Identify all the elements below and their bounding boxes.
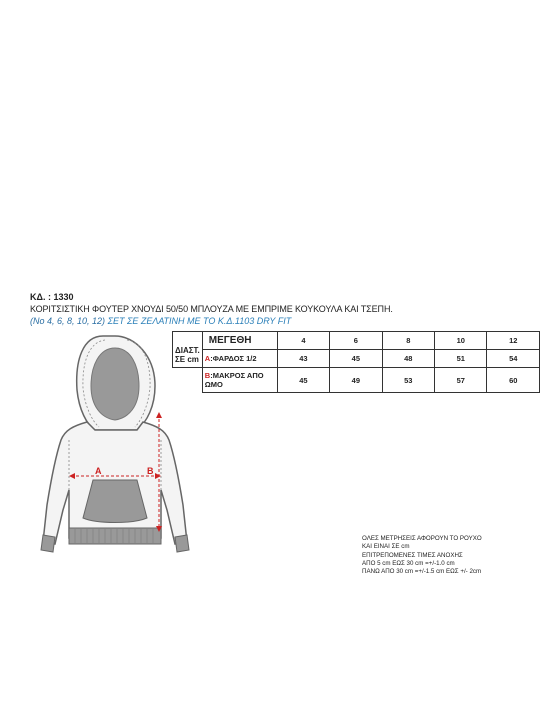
cell: 45 bbox=[277, 368, 329, 393]
row-label-a: A:ΦΑΡΔΟΣ 1/2 bbox=[202, 350, 277, 368]
cell: 53 bbox=[382, 368, 434, 393]
table-header-row bbox=[173, 332, 540, 350]
set-note: ΣΕΤ ΣΕ ΖΕΛΑΤΙΝΗ ΜΕ ΤΟ Κ.Δ.1103 DRY FIT bbox=[107, 316, 292, 326]
row-label-b: B:ΜΑΚΡΟΣ ΑΠΟ ΩΜΟ bbox=[202, 368, 277, 393]
table-title: ΜΕΓΕΘΗ bbox=[202, 332, 277, 350]
left-cuff bbox=[41, 535, 55, 552]
cell: 54 bbox=[487, 350, 540, 368]
marker-b: B bbox=[147, 466, 154, 476]
marker-a: A bbox=[95, 466, 102, 476]
size-table bbox=[172, 331, 540, 393]
dim-label: ΔΙΑΣΤ. ΣΕ cm bbox=[173, 332, 203, 368]
cell: 45 bbox=[330, 350, 382, 368]
table-row bbox=[173, 350, 540, 368]
hood-inner bbox=[91, 348, 139, 420]
cell: 48 bbox=[382, 350, 434, 368]
size-table-wrap bbox=[172, 331, 540, 393]
size-8: 8 bbox=[382, 332, 434, 350]
note-line: ΠΑΝΩ ΑΠΟ 30 cm =+/-1.5 cm ΕΩΣ +/- 2cm bbox=[362, 568, 482, 576]
cell: 49 bbox=[330, 368, 382, 393]
table-row bbox=[173, 368, 540, 393]
note-line: ΟΛΕΣ ΜΕΤΡΗΣΕΙΣ ΑΦΟΡΟΥΝ ΤΟ ΡΟΥΧΟ bbox=[362, 535, 482, 542]
right-cuff bbox=[175, 535, 189, 552]
cell: 57 bbox=[435, 368, 487, 393]
size-10: 10 bbox=[435, 332, 487, 350]
blank-cell bbox=[173, 368, 203, 393]
note-line: ΕΠΙΤΡΕΠΟΜΕΝΕΣ ΤΙΜΕΣ ΑΝΟΧΗΣ bbox=[362, 551, 463, 559]
note-line: ΚΑΙ ΕΙΝΑΙ ΣΕ cm bbox=[362, 543, 410, 551]
cell: 60 bbox=[487, 368, 540, 393]
product-code: ΚΔ. : 1330 bbox=[30, 292, 74, 302]
product-description: ΚΟΡΙΤΣΙΣΤΙΚΗ ΦΟΥΤΕΡ ΧΝΟΥΔΙ 50/50 ΜΠΛΟΥΖΑ ΜΕ ΕΜΠΡΙΜΕ ΚΟΥΚΟΥΛΑ ΚΑΙ ΤΣΕΠΗ. bbox=[30, 304, 393, 314]
cell: 51 bbox=[435, 350, 487, 368]
tolerance-notes bbox=[362, 535, 482, 576]
size-4: 4 bbox=[277, 332, 329, 350]
pocket bbox=[83, 480, 147, 523]
cell: 43 bbox=[277, 350, 329, 368]
size-range: (No 4, 6, 8, 10, 12) bbox=[30, 316, 106, 326]
size-12: 12 bbox=[487, 332, 540, 350]
note-line: ΑΠΟ 5 cm ΕΩΣ 30 cm =+/-1.0 cm bbox=[362, 559, 455, 567]
size-6: 6 bbox=[330, 332, 382, 350]
sizes-line bbox=[30, 316, 291, 326]
